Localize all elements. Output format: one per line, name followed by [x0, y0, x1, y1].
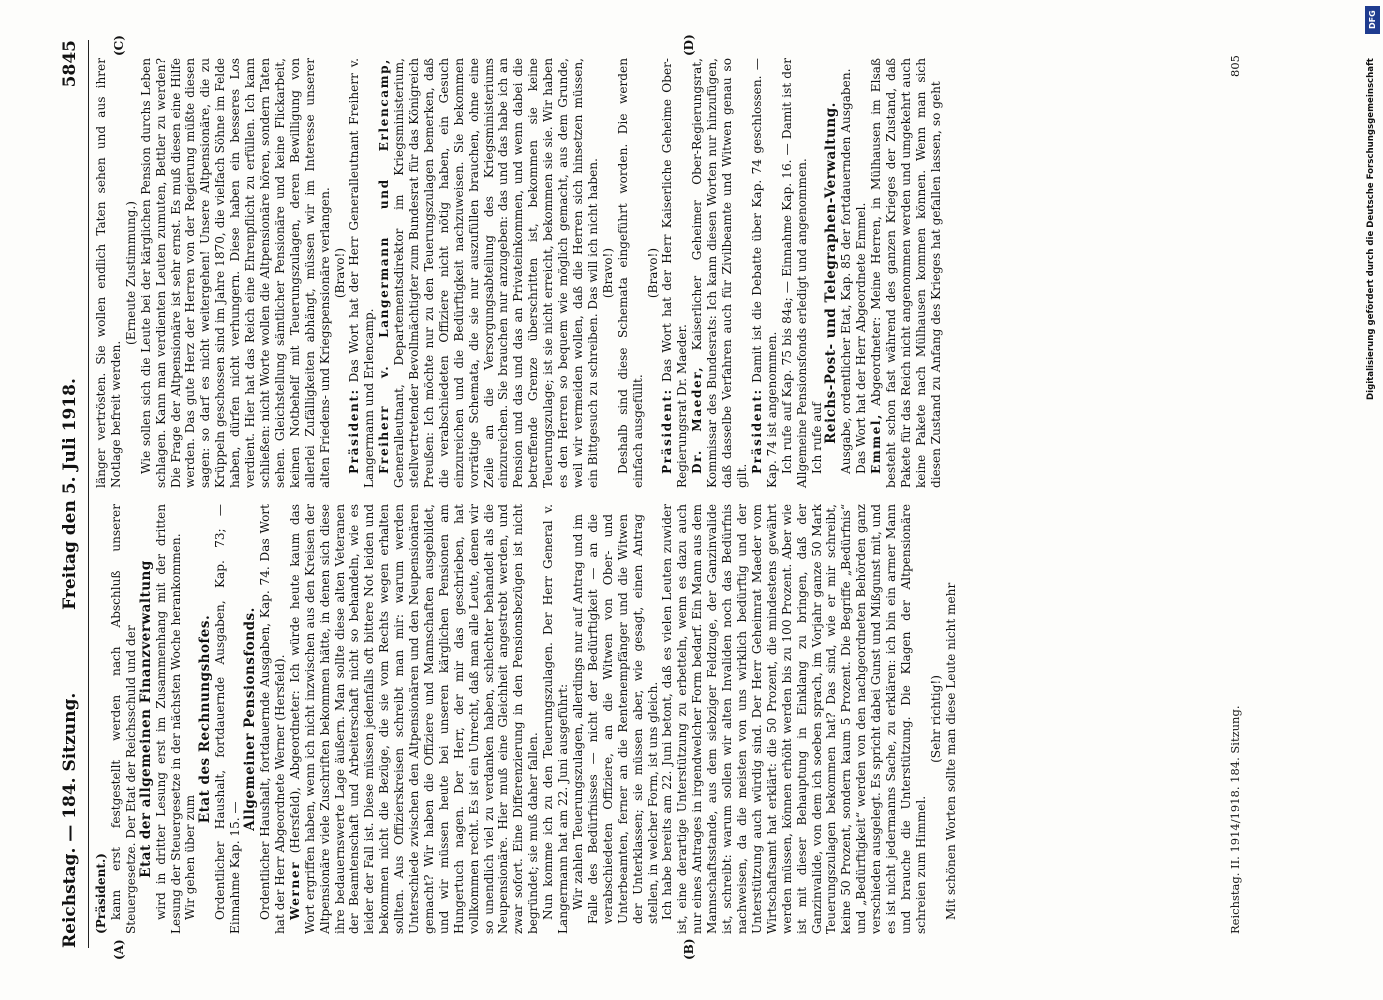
quotation: Wir zahlen Teuerungszulagen, allerdings nur auf Antrag und im Falle des Bedürfnisses — nicht der Bedürftigkeit — an die verabschiedeten Offiziere, an die Witwen von Ober- und Unterbeamten, ferner an die Rentenempfänger und die Witwen der Unterklassen; sie müssen aber, wie gesagt, einen Antrag stellen, in welcher Form, ist uns gleich. [571, 514, 660, 924]
speech-text: Das Wort hat der Herr Generalleutnant Freiherr v. Langermann und Erlencamp. [347, 58, 377, 488]
paragraph: kann erst festgestellt werden nach Abschluß unserer Steuergesetze. Der Etat der Reichsschuld und der [108, 504, 138, 934]
paragraph: Ordentlicher Haushalt, fortdauernde Ausgaben, Kap. 73; — Einnahme Kap. 15. — [213, 504, 243, 934]
speech-paragraph [690, 58, 750, 488]
dfg-logo: DFG [1365, 6, 1380, 34]
margin-mark-a: (A) [112, 939, 126, 960]
footer-left: Reichstag. II. 1914/1918. 184. Sitzung. [1228, 705, 1242, 934]
margin-mark-b: (B) [682, 938, 696, 960]
speaker-name: Präsident: [347, 388, 362, 474]
speaker-name: Präsident: [660, 388, 675, 474]
paragraph: Ich rufe auf Kap. 75 bis 84a; — Einnahme Kap. 16. — Damit ist der Allgemeine Pensionsfonds erledigt und angenommen. [779, 58, 809, 488]
right-column [94, 58, 944, 488]
paragraph: wird in dritter Lesung erst im Zusammenhang mit der dritten Lesung der Steuergesetze in der nächsten Woche herankommen. [153, 504, 183, 934]
page-header [60, 40, 86, 948]
speech-paragraph [660, 58, 690, 488]
speaker-name: Präsident: [749, 388, 764, 474]
paragraph: Wir gehen über zum [183, 794, 198, 920]
interjection: (Erneute Zustimmung.) [123, 201, 138, 345]
paragraph: Deshalb sind diese Schemata eingeführt worden. Die werden einfach ausgefüllt. [615, 58, 645, 488]
paragraph: Das Wort hat der Herr Abgeordnete Emmel. [854, 202, 869, 474]
interjection: (Bravo!) [600, 247, 615, 299]
speech-text: Abgeordneter: Meine Herren, in Mülhausen im Elsaß besteht schon fast während des ganzen Krieges der Zustand, daß Pakete für das Reich nicht angenommen werden und umgekehrt auch keine Pakete nach Mülhausen kommen können. Wenn man sich diesen Zustand zu Anfang des Krieges hat gefallen lassen, so geht [869, 58, 943, 488]
speech-text: Kaiserlicher Geheimer Ober-Regierungsrat, Kommissar des Bundesrats: Ich kann diesen Worten nur hinzufügen, daß dasselbe Verfahren auch für Zivilbeamte und Witwen genau so gilt. [690, 58, 749, 488]
speech-text: Generalleutnant, Departementsdirektor im Kriegsministerium, stellvertretender Bevollmächtigter zum Bundesrat für das Königreich Preußen: Ich möchte nur zu den Teuerungszulagen bemerken, daß die verabschiedeten Offiziere nicht nötig haben, ein Gesuch einzureichen und die Bedürftigkeit nachzuweisen. Sie bekommen vorrätige Schemata, die sie nur auszufüllen brauchen, ohne eine Zeile an die Versorgungsabteilung des Kriegsministeriums einzureichen. Sie brauchen nur anzugeben: das und das habe ich an Pension und das und das an Privateinkommen, und wenn dabei die betreffende Grenze überschritten ist, bekommen sie keine Teuerungszulage; ist sie nicht erreicht, bekommen sie sie. Wir haben es den Herren so bequem wie möglich gemacht, aus dem Grunde, weil wir vermeiden wollen, daß die Herren sich hinsetzen müssen, ein Bittgesuch zu schreiben. Das will ich nicht haben. [392, 58, 600, 488]
speaker-continuation: (Präsident.) [94, 853, 108, 934]
speech-text: Damit ist die Debatte über Kap. 74 geschlossen. — Kap. 74 ist angenommen. [749, 58, 779, 488]
speech-paragraph [377, 58, 601, 488]
left-column [94, 504, 959, 934]
paragraph: Ich rufe auf [809, 402, 824, 474]
section-heading: Etat der allgemeinen Finanzverwaltung [137, 560, 154, 878]
speech-paragraph [869, 58, 944, 488]
speech-paragraph [750, 58, 780, 488]
section-heading: Reichs-Post- und Telegraphen-Verwaltung. [823, 102, 840, 444]
speech-text: Das Wort hat der Herr Kaiserliche Geheime Ober-Regierungsrat Dr. Maeder. [660, 58, 690, 488]
header-left: Reichstag. — 184. Sitzung. [60, 692, 80, 948]
speech-paragraph [288, 504, 541, 934]
paragraph: Ordentlicher Haushalt, fortdauernde Ausgaben, Kap. 74. Das Wort hat der Herr Abgeordnete Werner (Hersfeld). [257, 504, 287, 934]
speaker-name: Werner [287, 860, 302, 920]
paragraph: Ich habe bereits am 22. Juni betont, daß es vielen Leuten zuwider ist, eine derartige Unterstützung zu erbetteln, wenn es dazu auch nur eines Antrages in irgendwelcher Form bedarf. Ein Mann aus dem Mannschaftsstande, aus dem siebziger Feldzuge, der Ganzinvalide ist, schreibt: warum sollen wir alten Invaliden noch das Bedürfnis nachweisen, da die meisten von uns wirklich bedürftig und der Unterstützung auch würdig sind. Der Herr Geheimrat Maeder vom Wirtschaftsamt hat erklärt: die 50 Prozent, die mindestens gewährt werden müssen, können erhöht werden bis zu 100 Prozent. Aber wie ist mit dieser Behauptung in Einklang zu bringen, daß der Ganzinvalide, von dem ich soeben sprach, im Vorjahr ganze 50 Mark Teuerungszulagen bekommen hat? Das sind, wie er mir schreibt, keine 50 Prozent, sondern kaum 5 Prozent. Die Begriffe „Bedürfnis“ und „Bedürftigkeit“ werden von den nachgeordneten Behörden ganz verschieden ausgelegt. Es spricht dabei Gunst und Mißgunst mit, und es ist nicht jedermanns Sache, zu erklären: ich bin ein armer Mann und brauche die Unterstützung. Die Klagen der Altpensionäre schreien zum Himmel. [660, 504, 928, 934]
speech-paragraph [347, 58, 377, 488]
margin-mark-d: (D) [682, 34, 696, 56]
digitization-sidebar [1363, 0, 1383, 1000]
interjection: (Bravo!) [332, 247, 347, 299]
section-heading: Etat des Rechnungshofes. [197, 614, 214, 824]
header-rule [88, 40, 89, 948]
paragraph: Nun komme ich zu den Teuerungszulagen. Der Herr General v. Langermann hat am 22. Juni ausgeführt: [541, 504, 571, 934]
interjection: (Bravo!) [645, 247, 660, 299]
paragraph: Wie sollen sich die Leute bei der kärglichen Pension durchs Leben schlagen. Kann man verdienten Leuten zumuten, Bettler zu werden? Die Frage der Altpensionäre ist sehr ernst. Es muß diesen eine Hilfe werden. Das gute Herz der Herren von der Regierung müßte diesen sagen: so darf es nicht weitergehen! Unsere Altpensionäre, die zu Krüppeln geschossen sind im Jahre 1870, die vielfach Söhne im Felde haben, dürfen nicht verhungern. Diese haben ein besseres Los verdient. Hier hat das Reich eine Ehrenpflicht zu erfüllen. Ich kann schließen: nicht Worte wollen die Altpensionäre hören, sondern Taten sehen. Gleichstellung sämtlicher Pensionäre und keine Flickarbeit, keinen Notbehelf mit Teuerungszulagen, deren Bewilligung von allerlei Zufälligkeiten abhängt, müssen wir im Interesse unserer alten Friedens- und Kriegspensionäre verlangen. [138, 58, 332, 488]
page-number: 5845 [60, 40, 80, 88]
interjection: (Sehr richtig!) [928, 675, 943, 763]
speaker-name: Dr. Maeder, [690, 365, 705, 474]
speech-text: (Hersfeld), Abgeordneter: Ich würde heute kaum das Wort ergriffen haben, wenn ich nicht inzwischen aus den Kreisen der Altpensionäre viele Zuschriften bekommen hätte, in denen sich diese ihre bedauernswerte Lage äußern. Man sollte diese alten Veteranen der Beamtenschaft und Arbeiterschaft nicht so behandeln, wie es leider der Fall ist. Diese müssen jedenfalls oft bittere Not leiden und bekommen nicht die Bezüge, die sie vom Rechts wegen erhalten sollten. Aus Offizierskreisen schreibt man mir: warum werden Unterschiede zwischen den Altpensionären und den Neupensionären gemacht? Wir haben die Offiziere und Mannschaften ausgebildet, und wir müssen heute bei unseren kärglichen Pensionen am Hungertuch nagen. Der Herr, der mir das geschrieben, hat vollkommen recht. Es ist ein Unrecht, daß man alle Leute, denen wir so unendlich viel zu verdanken haben, schlechter behandelt als die Neupensionäre. Hier muß eine Gleichheit angestrebt werden, und zwar sofort. Eine Differenzierung in den Pensionsbezügen ist nicht begründet; sie muß daher fallen. [287, 504, 541, 934]
margin-mark-c: (C) [112, 35, 126, 56]
footer-right: 805 [1228, 55, 1242, 77]
section-heading: Allgemeiner Pensionsfonds. [242, 607, 259, 831]
paragraph: Mit schönen Worten sollte man diese Leute nicht mehr [943, 582, 958, 920]
dfg-credit: Digitalisierung gefördert durch die Deutsche Forschungsgemeinschaft [1366, 58, 1376, 400]
speaker-name: Emmel, [869, 413, 884, 474]
paragraph: länger vertrösten. Sie wollen endlich Taten sehen und aus ihrer Notlage befreit werden. [94, 58, 123, 488]
header-date: Freitag den 5. Juli 1918. [60, 378, 80, 610]
paragraph: Ausgabe, ordentlicher Etat, Kap. 85 der fortdauernden Ausgaben. [839, 68, 854, 474]
speaker-name: Freiherr v. Langermann und Erlencamp, [377, 58, 392, 474]
